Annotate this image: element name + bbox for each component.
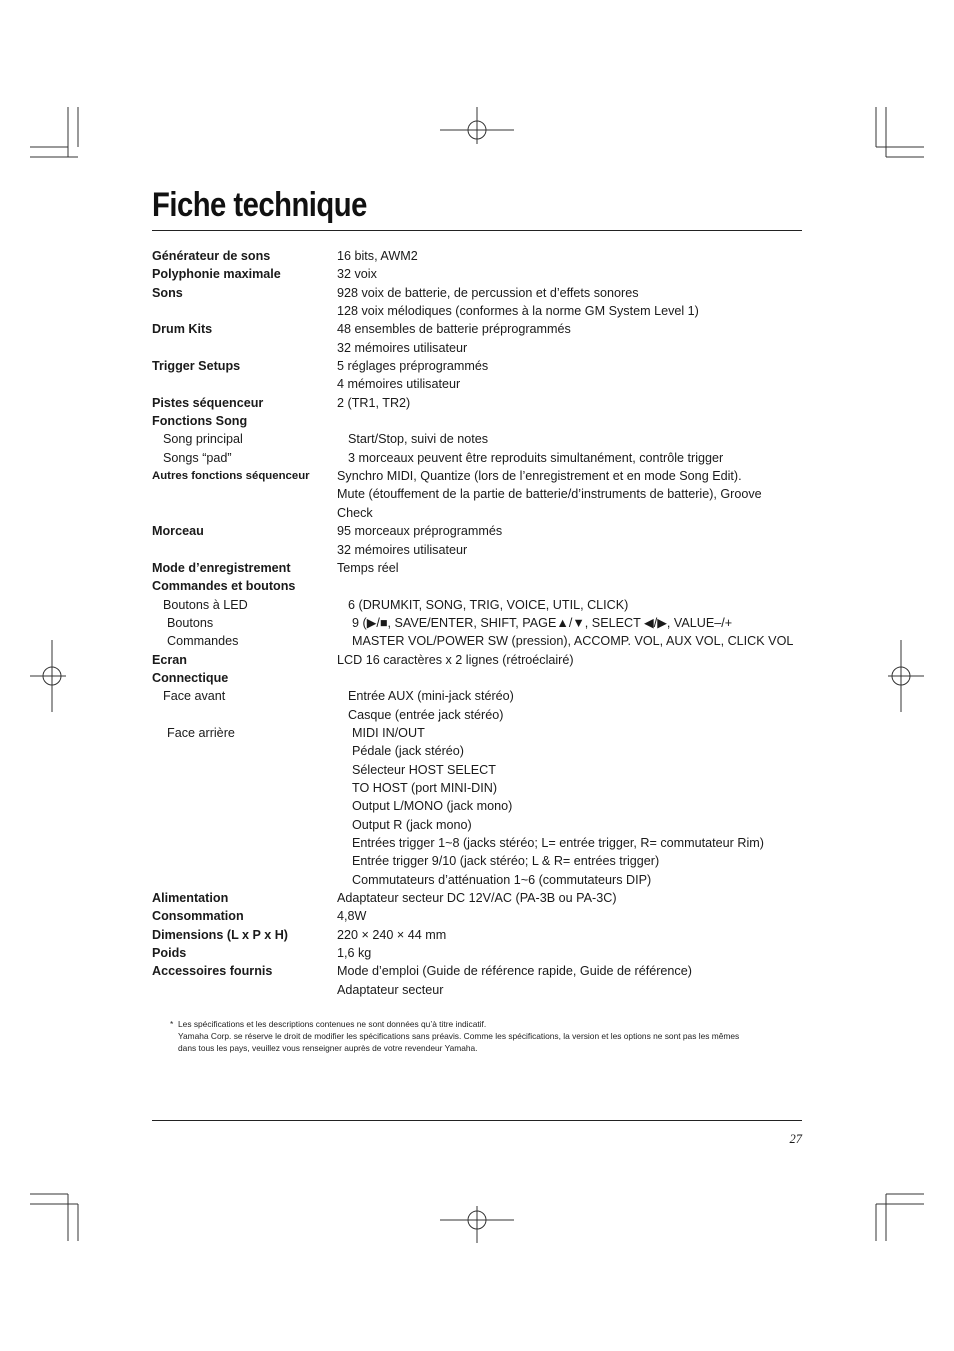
- spec-row: [152, 522, 802, 559]
- spec-value-line: Output R (jack mono): [352, 817, 472, 832]
- spec-label: Mode d’enregistrement: [152, 560, 291, 575]
- spec-value-line: 4 mémoires utilisateur: [337, 377, 461, 392]
- spec-value: [348, 430, 802, 448]
- spec-value: [352, 724, 802, 889]
- spec-value-line: LCD 16 caractères x 2 lignes (rétroéclairé): [337, 652, 574, 667]
- spec-value-line: Synchro MIDI, Quantize (lors de l’enregistrement et en mode Song Edit).: [337, 469, 742, 484]
- spec-value-line: 4,8W: [337, 909, 367, 924]
- spec-row: [152, 320, 802, 357]
- spec-row: [152, 907, 802, 925]
- spec-value-line: [337, 577, 802, 595]
- spec-row: [152, 889, 802, 907]
- spec-label: Sons: [152, 285, 183, 300]
- spec-value: [337, 669, 802, 687]
- spec-row: [152, 394, 802, 412]
- spec-value: [337, 559, 802, 577]
- spec-row: [152, 669, 802, 687]
- spec-value-line: Mute (étouffement de la partie de batterie/d’instruments de batterie), Groove: [337, 487, 762, 502]
- spec-label: Pistes séquenceur: [152, 395, 264, 410]
- spec-value-line: Casque (entrée jack stéréo): [348, 707, 504, 722]
- spec-value: [337, 357, 802, 394]
- spec-label: Commandes et boutons: [152, 579, 296, 594]
- spec-value: [337, 522, 802, 559]
- spec-value: [348, 596, 802, 614]
- spec-value-line: 32 voix: [337, 267, 377, 282]
- spec-label: Songs “pad”: [163, 450, 232, 465]
- spec-value-line: Pédale (jack stéréo): [352, 744, 464, 759]
- page-title: Fiche technique: [152, 186, 367, 224]
- spec-value-line: Entrée AUX (mini-jack stéréo): [348, 689, 514, 704]
- spec-row: [152, 632, 802, 650]
- spec-value-line: Sélecteur HOST SELECT: [352, 762, 496, 777]
- spec-row: [152, 265, 802, 283]
- spec-value-line: 1,6 kg: [337, 946, 372, 961]
- spec-label: Drum Kits: [152, 322, 213, 337]
- spec-value: [337, 577, 802, 595]
- spec-label: Face arrière: [167, 725, 235, 740]
- spec-row: [152, 962, 802, 999]
- spec-value-line: 220 × 240 × 44 mm: [337, 927, 447, 942]
- spec-row: [152, 430, 802, 448]
- spec-row: [152, 412, 802, 430]
- spec-value-line: Entrées trigger 1~8 (jacks stéréo; L= entrée trigger, R= commutateur Rim): [352, 836, 764, 850]
- spec-value: [348, 449, 802, 467]
- spec-label: Ecran: [152, 652, 188, 667]
- spec-value-line: 32 mémoires utilisateur: [337, 542, 468, 557]
- spec-row: [152, 577, 802, 595]
- spec-value: [337, 412, 802, 430]
- spec-row: [152, 449, 802, 467]
- spec-value: [337, 907, 802, 925]
- spec-value: [337, 889, 802, 907]
- spec-label: Boutons: [167, 615, 214, 630]
- spec-value: [337, 265, 802, 283]
- spec-value-line: 5 réglages préprogrammés: [337, 359, 489, 374]
- footnote-marker: *: [170, 1019, 174, 1029]
- spec-value-line: 16 bits, AWM2: [337, 249, 418, 263]
- spec-value-line: [337, 669, 802, 687]
- spec-value-line: 3 morceaux peuvent être reproduits simultanément, contrôle trigger: [348, 450, 724, 465]
- spec-label: Boutons à LED: [163, 597, 248, 612]
- page-number: 27: [789, 1132, 802, 1146]
- spec-label: Poids: [152, 946, 187, 961]
- spec-value-line: Check: [337, 505, 373, 520]
- spec-label: Face avant: [163, 689, 226, 704]
- spec-row: [152, 651, 802, 669]
- spec-row: [152, 559, 802, 577]
- spec-label: Commandes: [167, 634, 239, 649]
- spec-value: [337, 247, 802, 265]
- spec-value: [337, 394, 802, 412]
- spec-label: Dimensions (L x P x H): [152, 927, 289, 942]
- spec-row: [152, 614, 802, 632]
- spec-value-line: 6 (DRUMKIT, SONG, TRIG, VOICE, UTIL, CLICK): [348, 597, 629, 612]
- footnote-line: Les spécifications et les descriptions contenues ne sont données qu’à titre indicatif.: [178, 1019, 487, 1029]
- spec-value-line: Commutateurs d’atténuation 1~6 (commutateurs DIP): [352, 872, 652, 887]
- spec-value-line: [337, 412, 802, 430]
- spec-value: [337, 944, 802, 962]
- spec-value: [352, 614, 802, 632]
- spec-value-line: Output L/MONO (jack mono): [352, 799, 513, 814]
- spec-value-line: Entrée trigger 9/10 (jack stéréo; L & R= entrées trigger): [352, 854, 660, 869]
- spec-value: [352, 632, 802, 650]
- spec-value-line: Adaptateur secteur: [337, 982, 444, 997]
- spec-label: Connectique: [152, 670, 229, 685]
- spec-value: [337, 962, 802, 999]
- spec-value-line: 928 voix de batterie, de percussion et d’effets sonores: [337, 285, 639, 300]
- spec-value-line: Start/Stop, suivi de notes: [348, 432, 489, 447]
- spec-row: [152, 284, 802, 321]
- spec-value: [337, 284, 802, 321]
- spec-label: Autres fonctions séquenceur: [152, 470, 310, 483]
- spec-label: Accessoires fournis: [152, 964, 273, 979]
- title-underline: [152, 230, 802, 231]
- spec-row: [152, 247, 802, 265]
- spec-value-line: MASTER VOL/POWER SW (pression), ACCOMP. VOL, AUX VOL, CLICK VOL: [352, 634, 794, 649]
- spec-value-line: Mode d’emploi (Guide de référence rapide, Guide de référence): [337, 964, 692, 979]
- spec-value-line: 9 (▶/■, SAVE/ENTER, SHIFT, PAGE▲/▼, SELECT ◀/▶, VALUE–/+: [352, 615, 733, 630]
- footnote-line: Yamaha Corp. se réserve le droit de modifier les spécifications sans préavis. Comme les spécifications, la version et les options ne sont pas les mêmes: [178, 1031, 740, 1042]
- spec-row: [152, 944, 802, 962]
- spec-value-line: 48 ensembles de batterie préprogrammés: [337, 322, 571, 337]
- spec-row: [152, 467, 802, 522]
- spec-label: Trigger Setups: [152, 359, 241, 374]
- spec-value-line: MIDI IN/OUT: [352, 725, 425, 740]
- spec-value: [337, 467, 802, 522]
- spec-value: [337, 926, 802, 944]
- spec-value: [337, 651, 802, 669]
- spec-row: [152, 724, 802, 889]
- spec-label: Fonctions Song: [152, 414, 248, 429]
- spec-row: [152, 596, 802, 614]
- spec-value-line: TO HOST (port MINI-DIN): [352, 780, 498, 795]
- spec-row: [152, 926, 802, 944]
- spec-value-line: Temps réel: [337, 560, 399, 575]
- spec-row: [152, 357, 802, 394]
- spec-value-line: 128 voix mélodiques (conformes à la norme GM System Level 1): [337, 304, 699, 319]
- footnote-line: dans tous les pays, veuillez vous renseigner auprès de votre revendeur Yamaha.: [178, 1043, 478, 1054]
- spec-table: [152, 247, 802, 999]
- spec-label: Morceau: [152, 524, 204, 539]
- spec-value-line: 2 (TR1, TR2): [337, 395, 411, 410]
- footer-rule: [152, 1120, 802, 1121]
- spec-value: [348, 687, 802, 724]
- spec-label: Générateur de sons: [152, 249, 271, 263]
- spec-label: Polyphonie maximale: [152, 267, 281, 282]
- spec-value-line: 32 mémoires utilisateur: [337, 340, 468, 355]
- spec-row: [152, 687, 802, 724]
- spec-label: Consommation: [152, 909, 244, 924]
- spec-label: Alimentation: [152, 891, 229, 906]
- spec-value-line: Adaptateur secteur DC 12V/AC (PA-3B ou PA-3C): [337, 891, 617, 906]
- spec-value: [337, 320, 802, 357]
- spec-label: Song principal: [163, 432, 243, 447]
- spec-value-line: 95 morceaux préprogrammés: [337, 524, 503, 539]
- footnote: [170, 1018, 800, 1055]
